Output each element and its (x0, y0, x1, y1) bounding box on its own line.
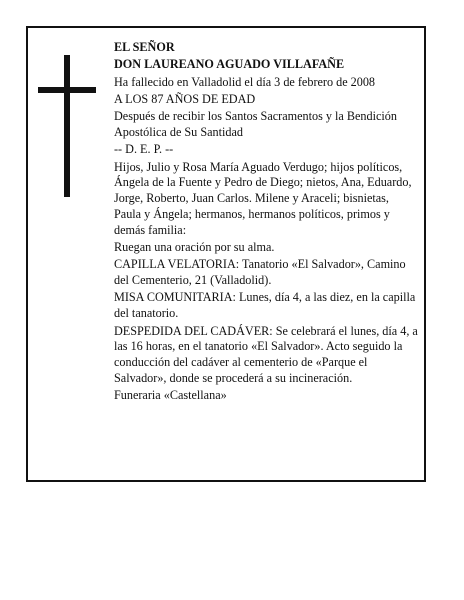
obituary-text-block (114, 40, 418, 406)
sacraments-text: Después de recibir los Santos Sacramentos y la Bendición Apostólica de Su Santidad (114, 109, 397, 139)
rip-line: -- D. E. P. -- (114, 142, 174, 157)
funeral-home: Funeraria «Castellana» (114, 388, 227, 403)
age-line: A LOS 87 AÑOS DE EDAD (114, 91, 256, 106)
prayer-request: Ruegan una oración por su alma. (114, 240, 275, 255)
mass-details: MISA COMUNITARIA: Lunes, día 4, a las diez, en la capilla del tanatorio. (114, 290, 416, 321)
family-list: Hijos, Julio y Rosa María Aguado Verdugo; hijos políticos, Ángela de la Fuente y Pedro de Diego; nietos, Ana, Eduardo, Jorge, Roberto, Juan Carlos. Milene y Araceli; bisnietas, Paula y Ángela; hermanos, hermanos políticos, primos y demás familia: (114, 159, 412, 237)
latin-cross-icon (38, 55, 96, 197)
cross-horizontal-bar (38, 87, 96, 93)
farewell-details: DESPEDIDA DEL CADÁVER: Se celebrará el lunes, día 4, a las 16 horas, en el tanatorio «El Salvador». Acto seguido la conducción del cadáver al cementerio de «Parque el Salvador», donde se procederá a su incineración. (114, 323, 418, 385)
chapel-details: CAPILLA VELATORIA: Tanatorio «El Salvador», Camino del Cementerio, 21 (Valladolid). (114, 257, 406, 288)
notice-title: EL SEÑOR (114, 40, 175, 54)
deceased-name: DON LAUREANO AGUADO VILLAFAÑE (114, 57, 345, 72)
death-place-date: Ha fallecido en Valladolid el día 3 de febrero de 2008 (114, 74, 376, 89)
cross-vertical-bar (64, 55, 70, 197)
